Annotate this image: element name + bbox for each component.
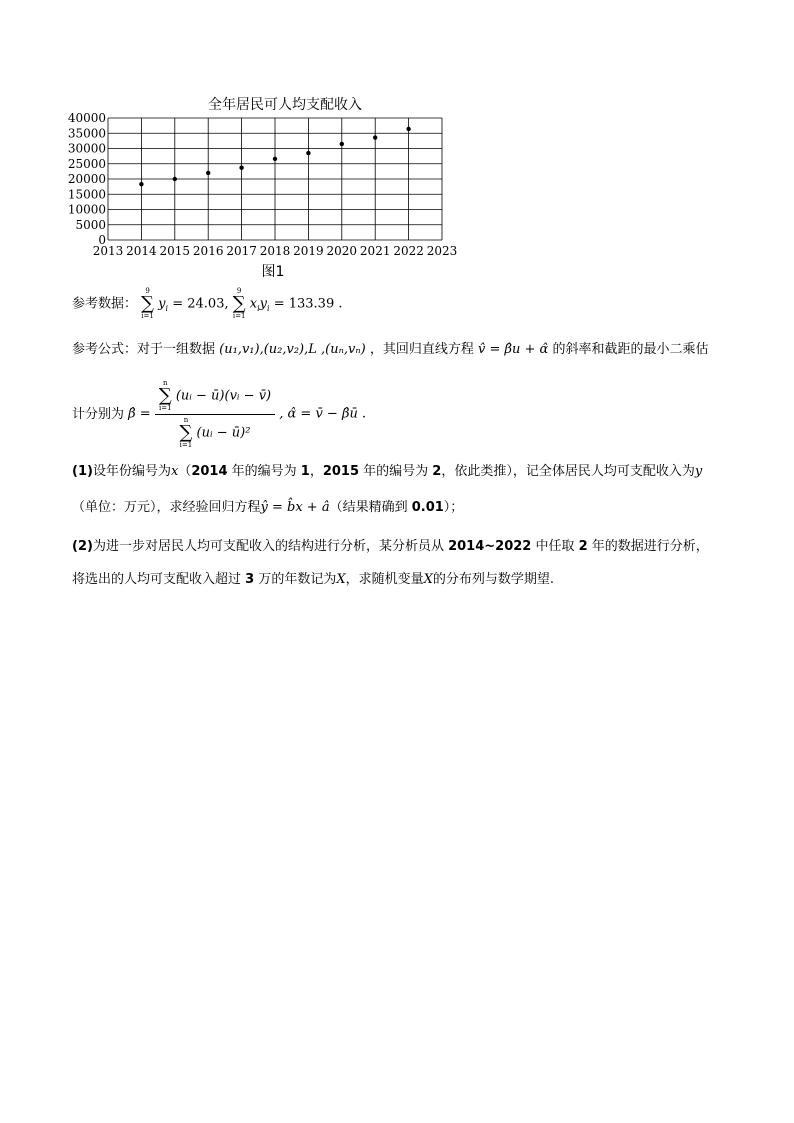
- reference-data-line: [72, 288, 342, 320]
- question-1-line-2: [72, 498, 463, 518]
- num-sum-upper: n: [163, 379, 168, 387]
- q2-text-a: 为进一步对居民人均可支配收入的结构进行分析，某分析员从: [92, 539, 449, 554]
- y-tick-label: 5000: [75, 217, 106, 232]
- den-sum-lower: i=1: [179, 441, 193, 449]
- num-sum: n ∑ i=1: [158, 379, 172, 412]
- x-tick-label: 2017: [226, 244, 257, 258]
- fraction-numerator: [155, 380, 275, 415]
- q1-precision: 0.01: [411, 500, 444, 515]
- question-2-line-2: [72, 570, 554, 590]
- question-1-line-1: [72, 462, 702, 482]
- x-tick-label: 2023: [426, 244, 458, 258]
- sum2-lower: i=1: [232, 312, 246, 320]
- data-point: [139, 182, 143, 186]
- sum2-value: = 133.39 .: [273, 296, 343, 312]
- sum2-upper: 9: [236, 287, 242, 295]
- q1-text-i: ）；: [443, 500, 464, 515]
- sum-symbol-1: 9 ∑ i=1: [141, 287, 155, 320]
- q2-two: 2: [578, 539, 588, 554]
- y-tick-label: 40000: [67, 111, 106, 125]
- reference-formula-label: 参考公式：对于一组数据: [72, 342, 216, 357]
- y-tick-label: 25000: [67, 156, 106, 171]
- num-sum-lower: i=1: [158, 404, 172, 412]
- data-point: [173, 177, 177, 181]
- q2-text-f: ，求随机变量: [345, 572, 424, 587]
- q2-text-g: 的分布列与数学期望.: [432, 572, 555, 587]
- q2-range: 2014~2022: [448, 539, 532, 554]
- y-tick-label: 35000: [67, 126, 106, 141]
- q1-text-f: ，依此类推），记全体居民人均可支配收入为: [441, 464, 695, 479]
- question-1-number: (1): [72, 464, 93, 479]
- scatter-chart: [60, 92, 470, 282]
- q2-text-d: 将选出的人均可支配收入超过: [72, 572, 246, 587]
- question-2-number: (2): [72, 539, 93, 554]
- reference-formula-mid: ，其回归直线方程: [369, 342, 474, 357]
- y-tick-label: 10000: [67, 202, 106, 217]
- den-sum: n ∑ i=1: [179, 416, 193, 449]
- q1-text-e: 年的编号为: [359, 464, 433, 479]
- calc-label: 计分别为: [72, 406, 125, 422]
- q1-two: 2: [432, 464, 442, 479]
- reference-formula-end: 的斜率和截距的最小二乘估: [552, 342, 709, 357]
- q2-three: 3: [245, 572, 255, 587]
- y-tick-label: 20000: [67, 172, 106, 186]
- q1-text-c: 年的编号为: [227, 464, 301, 479]
- sum2-x-sub: i: [257, 304, 260, 314]
- reference-formula-line: [72, 340, 708, 360]
- chart-title: 全年居民可人均支配收入: [208, 97, 362, 113]
- q1-text-b: （: [178, 464, 192, 479]
- q1-var-y: y: [694, 464, 703, 479]
- data-point: [373, 135, 377, 139]
- question-2-line-1: [72, 537, 709, 557]
- q1-year-2014: 2014: [191, 464, 228, 479]
- q2-text-e: 万的年数记为: [254, 572, 337, 587]
- data-pairs: (u₁,v₁),(u₂,v₂),L ,(uₙ,vₙ): [219, 342, 366, 357]
- x-tick-label: 2019: [293, 244, 324, 258]
- sum2-x: x: [249, 296, 258, 312]
- estimate-formula-line: [72, 379, 367, 449]
- chart-svg: [60, 92, 470, 282]
- sum1-lower: i=1: [141, 312, 154, 320]
- den-expression: (uᵢ − ū)²: [196, 425, 251, 441]
- reference-data-label: 参考数据：: [72, 296, 138, 312]
- q2-var-X-2: X: [423, 572, 433, 587]
- y-tick-label: 0: [98, 233, 106, 247]
- den-sum-upper: n: [183, 416, 189, 424]
- q1-year-2015: 2015: [322, 464, 360, 479]
- q2-var-X: X: [336, 572, 346, 587]
- x-tick-label: 2018: [259, 244, 291, 258]
- q1-text-h: （结果精确到: [329, 500, 412, 515]
- q1-one: 1: [300, 464, 310, 479]
- y-tick-label: 30000: [67, 141, 106, 156]
- num-expression: (uᵢ − ū)(vᵢ − v̄): [175, 388, 272, 404]
- sum-symbol-2: 9 ∑ i=1: [232, 287, 246, 320]
- q1-text-d: ，: [309, 464, 323, 479]
- chart-caption: 图1: [261, 264, 285, 280]
- data-point: [239, 166, 243, 170]
- data-point: [273, 157, 277, 161]
- sum1-y: y: [158, 296, 166, 312]
- sum2-y: y: [259, 296, 267, 312]
- regression-equation: v̂ = β̂u + α̂: [477, 342, 549, 357]
- x-tick-label: 2022: [393, 244, 424, 258]
- data-point: [406, 127, 410, 131]
- y-tick-label: 15000: [67, 187, 106, 202]
- sum1-value: = 24.03,: [172, 296, 229, 312]
- q2-text-c: 年的数据进行分析，: [587, 539, 709, 554]
- fraction-denominator: [155, 415, 275, 449]
- x-tick-label: 2013: [92, 244, 124, 258]
- q1-equation: ŷ = b̂x + â: [260, 500, 330, 515]
- q1-text-g: （单位：万元），求经验回归方程: [72, 500, 261, 515]
- beta-fraction: [155, 380, 275, 449]
- data-point: [306, 151, 310, 155]
- q2-text-b: 中任取: [531, 539, 579, 554]
- x-tick-label: 2020: [326, 244, 358, 258]
- x-tick-label: 2021: [359, 244, 391, 258]
- x-tick-label: 2016: [192, 244, 224, 258]
- x-tick-label: 2014: [126, 244, 157, 258]
- sum2-y-sub: i: [267, 304, 270, 314]
- data-point: [206, 171, 210, 175]
- q1-var-x: x: [170, 464, 179, 479]
- sum1-upper: 9: [145, 287, 150, 295]
- beta-hat: β̂ =: [128, 406, 151, 422]
- sum1-y-sub: i: [165, 304, 169, 314]
- x-tick-label: 2015: [159, 244, 191, 258]
- q1-text-a: 设年份编号为: [92, 464, 171, 479]
- alpha-equation: , α̂ = v̄ − β̂ū .: [279, 406, 367, 422]
- data-point: [340, 142, 344, 146]
